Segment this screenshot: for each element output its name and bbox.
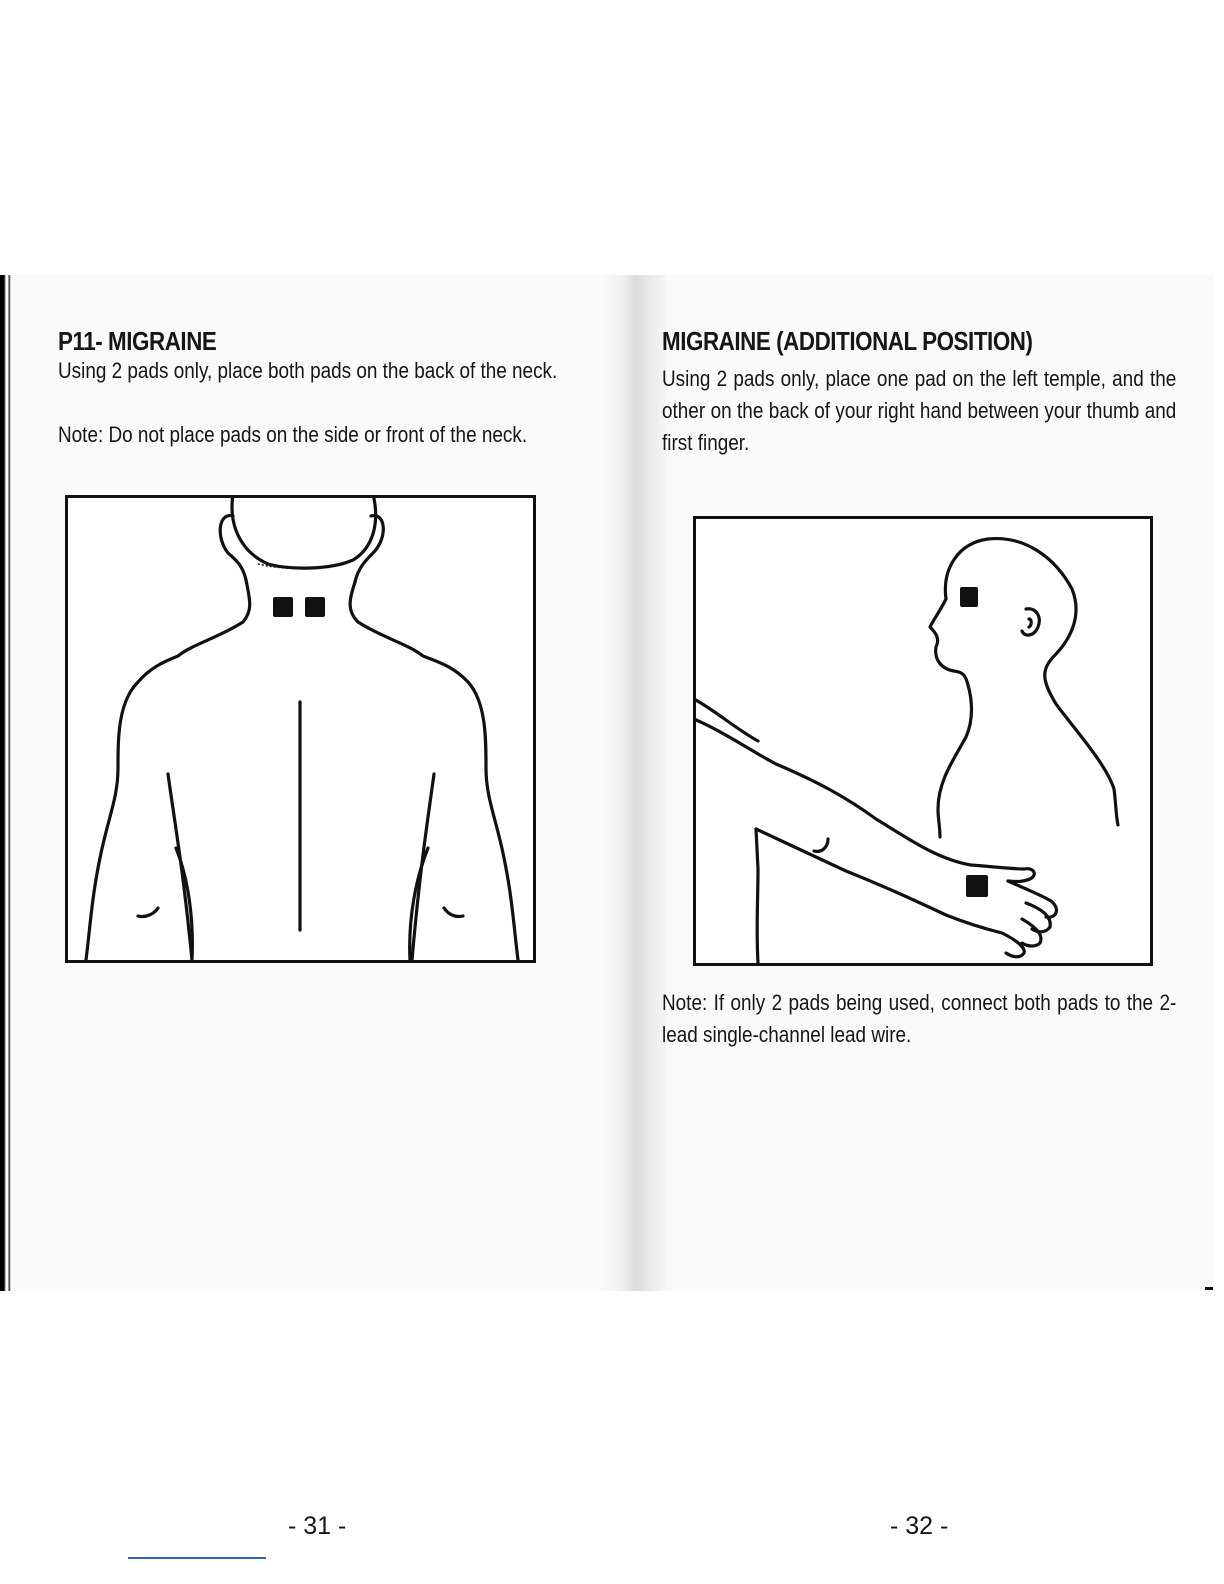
page-title: P11- MIGRAINE (58, 326, 217, 356)
right-shoulder-arm (350, 582, 518, 960)
finger-4 (1002, 933, 1024, 957)
electrode-pad-hand (966, 875, 988, 897)
head-back-shoulder (945, 539, 1118, 825)
electrode-pad-left (273, 597, 293, 617)
binding-edge (0, 275, 12, 1291)
neck-chest (938, 685, 972, 837)
left-torso-line (168, 774, 192, 960)
page-32 (616, 275, 1214, 1540)
electrode-pad-temple (960, 587, 978, 607)
electrode-pad-right (305, 597, 325, 617)
right-elbow-mark (444, 908, 463, 917)
footer-rule (128, 1557, 266, 1559)
finger-2 (1026, 903, 1050, 932)
page-title: MIGRAINE (ADDITIONAL POSITION) (662, 326, 1033, 356)
temple-and-hand-illustration (696, 519, 1150, 963)
arm-top-outline (696, 719, 1034, 882)
back-of-neck-illustration (68, 498, 533, 960)
neck-pad-placement-figure (65, 495, 536, 963)
page-number: - 31 - (288, 1512, 347, 1540)
head-outline (232, 498, 376, 568)
instruction-paragraph: Using 2 pads only, place both pads on the back of the neck. (58, 358, 558, 383)
edge-mark (1205, 1287, 1213, 1290)
finger-1 (1008, 881, 1056, 917)
face-profile (930, 599, 968, 685)
arm-bottom-outline (756, 829, 1002, 933)
page-31 (12, 275, 602, 1540)
left-elbow-mark (138, 908, 158, 917)
elbow-crease (814, 839, 828, 851)
note-text: Note: If only 2 pads being used, connect both pads to the 2-lead single-channel lead wire. (662, 990, 1177, 1047)
finger-3 (1022, 919, 1041, 946)
note-text: Note: Do not place pads on the side or front of the neck. (58, 422, 528, 447)
page-number: - 32 - (890, 1512, 949, 1540)
torso-side (756, 829, 758, 963)
right-ear (355, 516, 383, 582)
left-shoulder-arm (86, 580, 250, 960)
instruction-paragraph: Using 2 pads only, place one pad on the left temple, and the other on the back of your right hand between your thumb and first finger. (662, 366, 1177, 455)
ear (1022, 609, 1039, 635)
temple-hand-pad-placement-figure (693, 516, 1153, 966)
